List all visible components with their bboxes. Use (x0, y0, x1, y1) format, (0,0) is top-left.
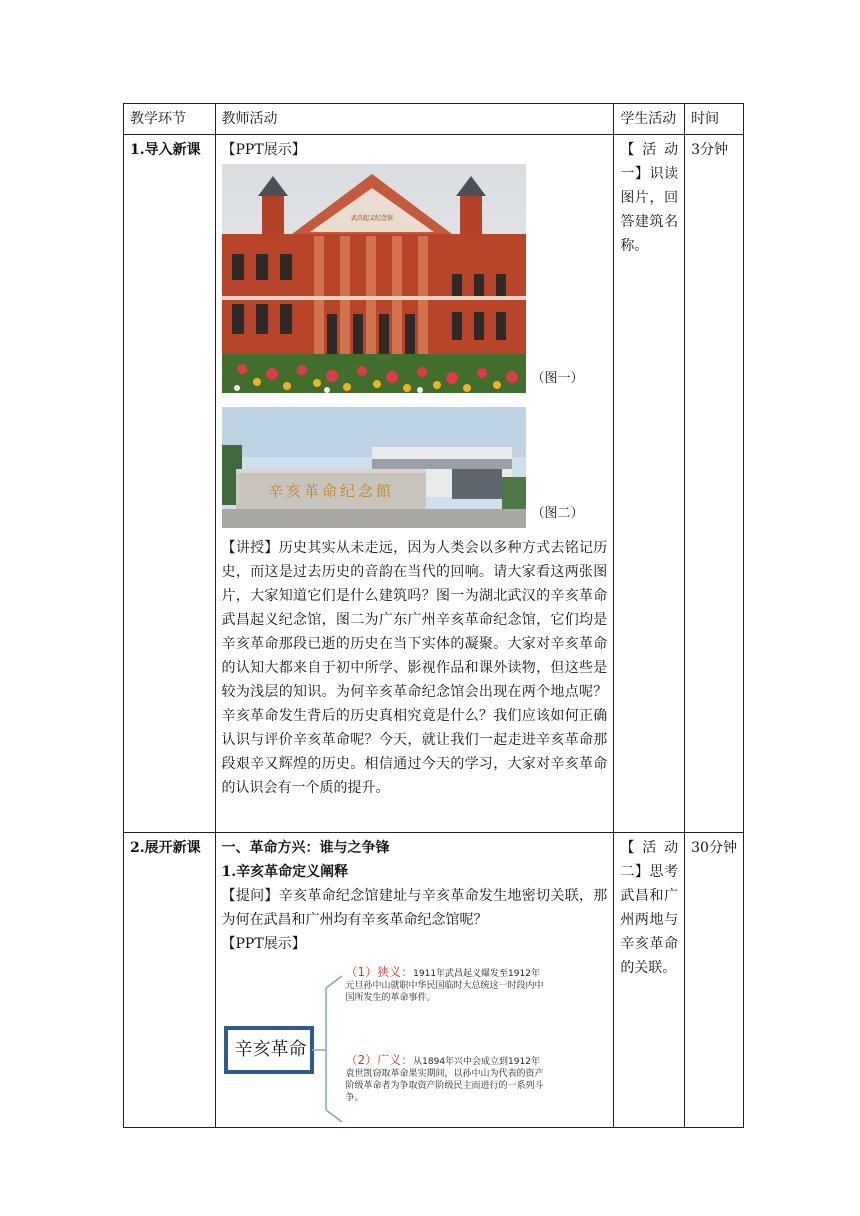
broad-text: 从1894年兴中会成立到1912年袁世凯窃取革命果实期间，以孙中山为代表的资产阶级革命者为争取资产阶级民主而进行的一系列斗争。 (345, 1057, 544, 1103)
guangzhou-memorial-photo (222, 407, 526, 528)
subsection-heading: 1.辛亥革命定义阐释 (221, 864, 349, 880)
monument-inscription: 辛亥革命纪念館 (267, 482, 394, 500)
table-row (124, 135, 744, 833)
stage-intro: 1.导入新课 (124, 135, 216, 833)
question-paragraph: 【提问】辛亥革命纪念馆建址与辛亥革命发生地密切关联，那为何在武昌和广州均有辛亥革命纪念馆呢？ (221, 888, 608, 928)
teacher-activity-develop (215, 833, 614, 1128)
building-sign: 武昌起义纪念馆 (350, 215, 393, 222)
red-building-image (222, 164, 526, 393)
image-row-2 (222, 407, 608, 528)
memorial-hall-image (222, 407, 526, 528)
definition-diagram (222, 960, 552, 1124)
header-stage: 教学环节 (124, 104, 216, 135)
image-row-1 (222, 164, 608, 393)
table-row (124, 833, 744, 1128)
teacher-activity-intro (215, 135, 614, 833)
time-intro: 3分钟 (685, 135, 744, 833)
table-header-row (124, 104, 744, 135)
narrow-text: 1911年武昌起义爆发至1912年元旦孙中山就职中华民国临时大总统这一时段内中国所发生的革命事件。 (345, 969, 544, 1003)
header-student: 学生活动 (614, 104, 685, 135)
stage-develop: 2.展开新课 (124, 833, 216, 1128)
broad-label: （2）广义： (345, 1053, 414, 1067)
ppt-label: 【PPT展示】 (221, 142, 306, 158)
wuchang-memorial-photo (222, 164, 526, 393)
header-time: 时间 (685, 104, 744, 135)
diagram-center-label: 辛亥革命 (234, 1039, 307, 1060)
figure-caption-1: （图一） (531, 371, 584, 386)
broad-definition (346, 1054, 546, 1104)
narrow-label: （1）狭义： (345, 965, 414, 979)
lecture-paragraph: 【讲授】历史其实从未走远，因为人类会以多种方式去铭记历史，而这是过去历史的音韵在当代的回响。请大家看这两张图片，大家知道它们是什么建筑吗？图一为湖北武汉的辛亥革命武昌起义纪念馆，图二为广东广州辛亥革命纪念馆，它们均是辛亥革命那段已逝的历史在当下实体的凝聚。大家对辛亥革命的认知大都来自于初中所学、影视作品和课外读物，但这些是较为浅层的知识。为何辛亥革命纪念馆会出现在两个地点呢？辛亥革命发生背后的历史真相究竟是什么？我们应该如何正确认识与评价辛亥革命呢？今天，就让我们一起走进辛亥革命那段艰辛又辉煌的历史。相信通过今天的学习，大家对辛亥革命的认识会有一个质的提升。 (221, 540, 608, 796)
section-heading: 一、革命方兴：谁与之争锋 (221, 840, 390, 856)
time-develop: 30分钟 (685, 833, 744, 1128)
lesson-plan-table (123, 103, 744, 1128)
ppt-label-2: 【PPT展示】 (221, 936, 306, 952)
figure-caption-2: （图二） (531, 506, 584, 521)
student-activity-intro: 【活动一】识读图片，回答建筑名称。 (614, 135, 685, 833)
student-activity-develop: 【活动二】思考武昌和广州两地与辛亥革命的关联。 (614, 833, 685, 1128)
header-teacher: 教师活动 (215, 104, 614, 135)
narrow-definition (346, 966, 546, 1004)
